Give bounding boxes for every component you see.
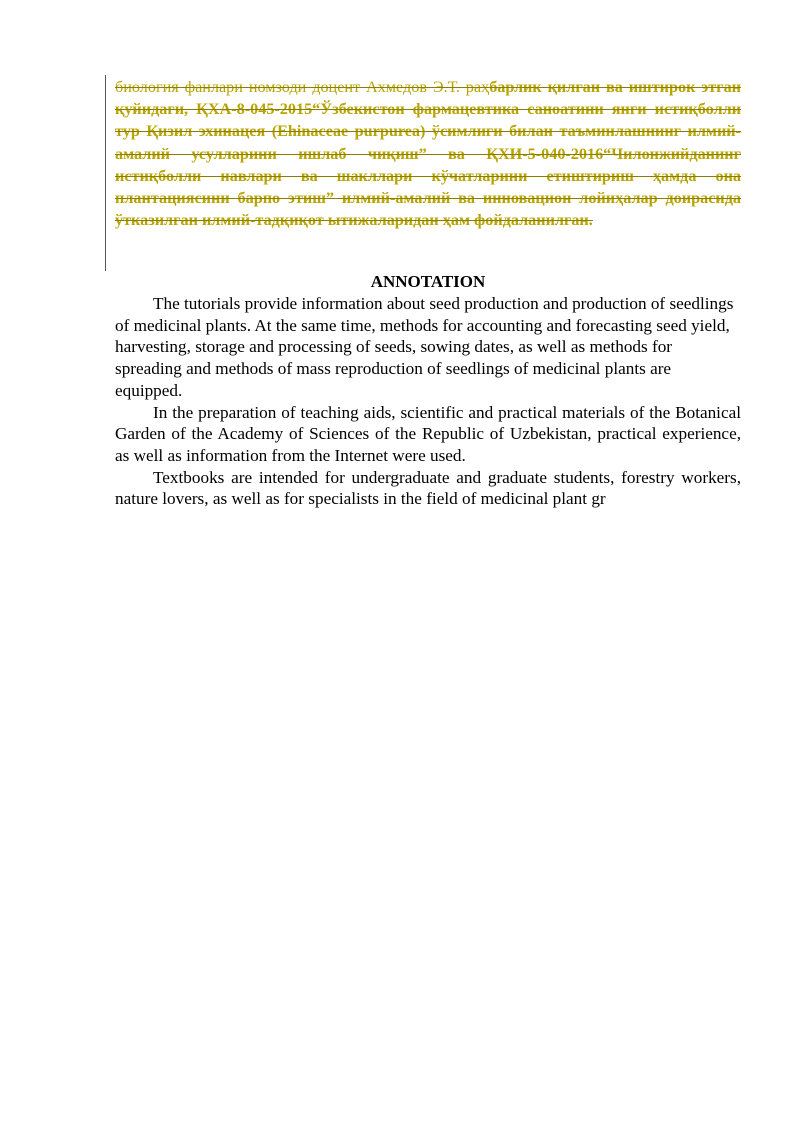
deleted-text-block <box>115 76 741 231</box>
track-change-bar <box>105 75 106 271</box>
annotation-body <box>115 293 741 510</box>
annotation-heading: ANNOTATION <box>370 272 486 291</box>
annotation-paragraph-1: The tutorials provide information about seed production and production of seedlings of medicinal plants. At the same time, methods for accounting and forecasting seed yield, harvesting, storage and processing of seeds, sowing dates, as well as methods for spreading and methods of mass reproduction of seedlings of medicinal plants are equipped. <box>115 294 734 400</box>
annotation-paragraph-3: Textbooks are intended for undergraduate and graduate students, forestry workers, nature lovers, as well as for specialists in the field of medicinal plant gr <box>115 467 741 509</box>
annotation-paragraph-2: In the preparation of teaching aids, scientific and practical materials of the Botanical Garden of the Academy of Sciences of the Republic of Uzbekistan, practical experience, as well as information from the Internet were used. <box>115 402 741 465</box>
deleted-text-regular: биология фанлари номзоди доцент Ахмедов Э.Т. раҳ <box>115 78 490 96</box>
deleted-text-bold: барлик қилган ва иштирок этган қуйидаги, ҚХА-8-045-2015“Ўзбекистон фармацевтика саноатини янги истиқболли тур Қизил эхинацея (Ehinaceae purpurea) ўсимлиги билан таъминлашнинг илмий-амалий усулларини ишлаб чиқиш” ва ҚХИ-5-040-2016“Чилонжийданинг истиқболли навлари ва шакллари кўчатларини етиштириш ҳамда она плантациясини барпо этиш” илмий-амалий ва инновацион лойиҳалар доирасида ўтказилган илмий-тадқиқот ытижаларидан ҳам фойдаланилган. <box>115 78 741 230</box>
